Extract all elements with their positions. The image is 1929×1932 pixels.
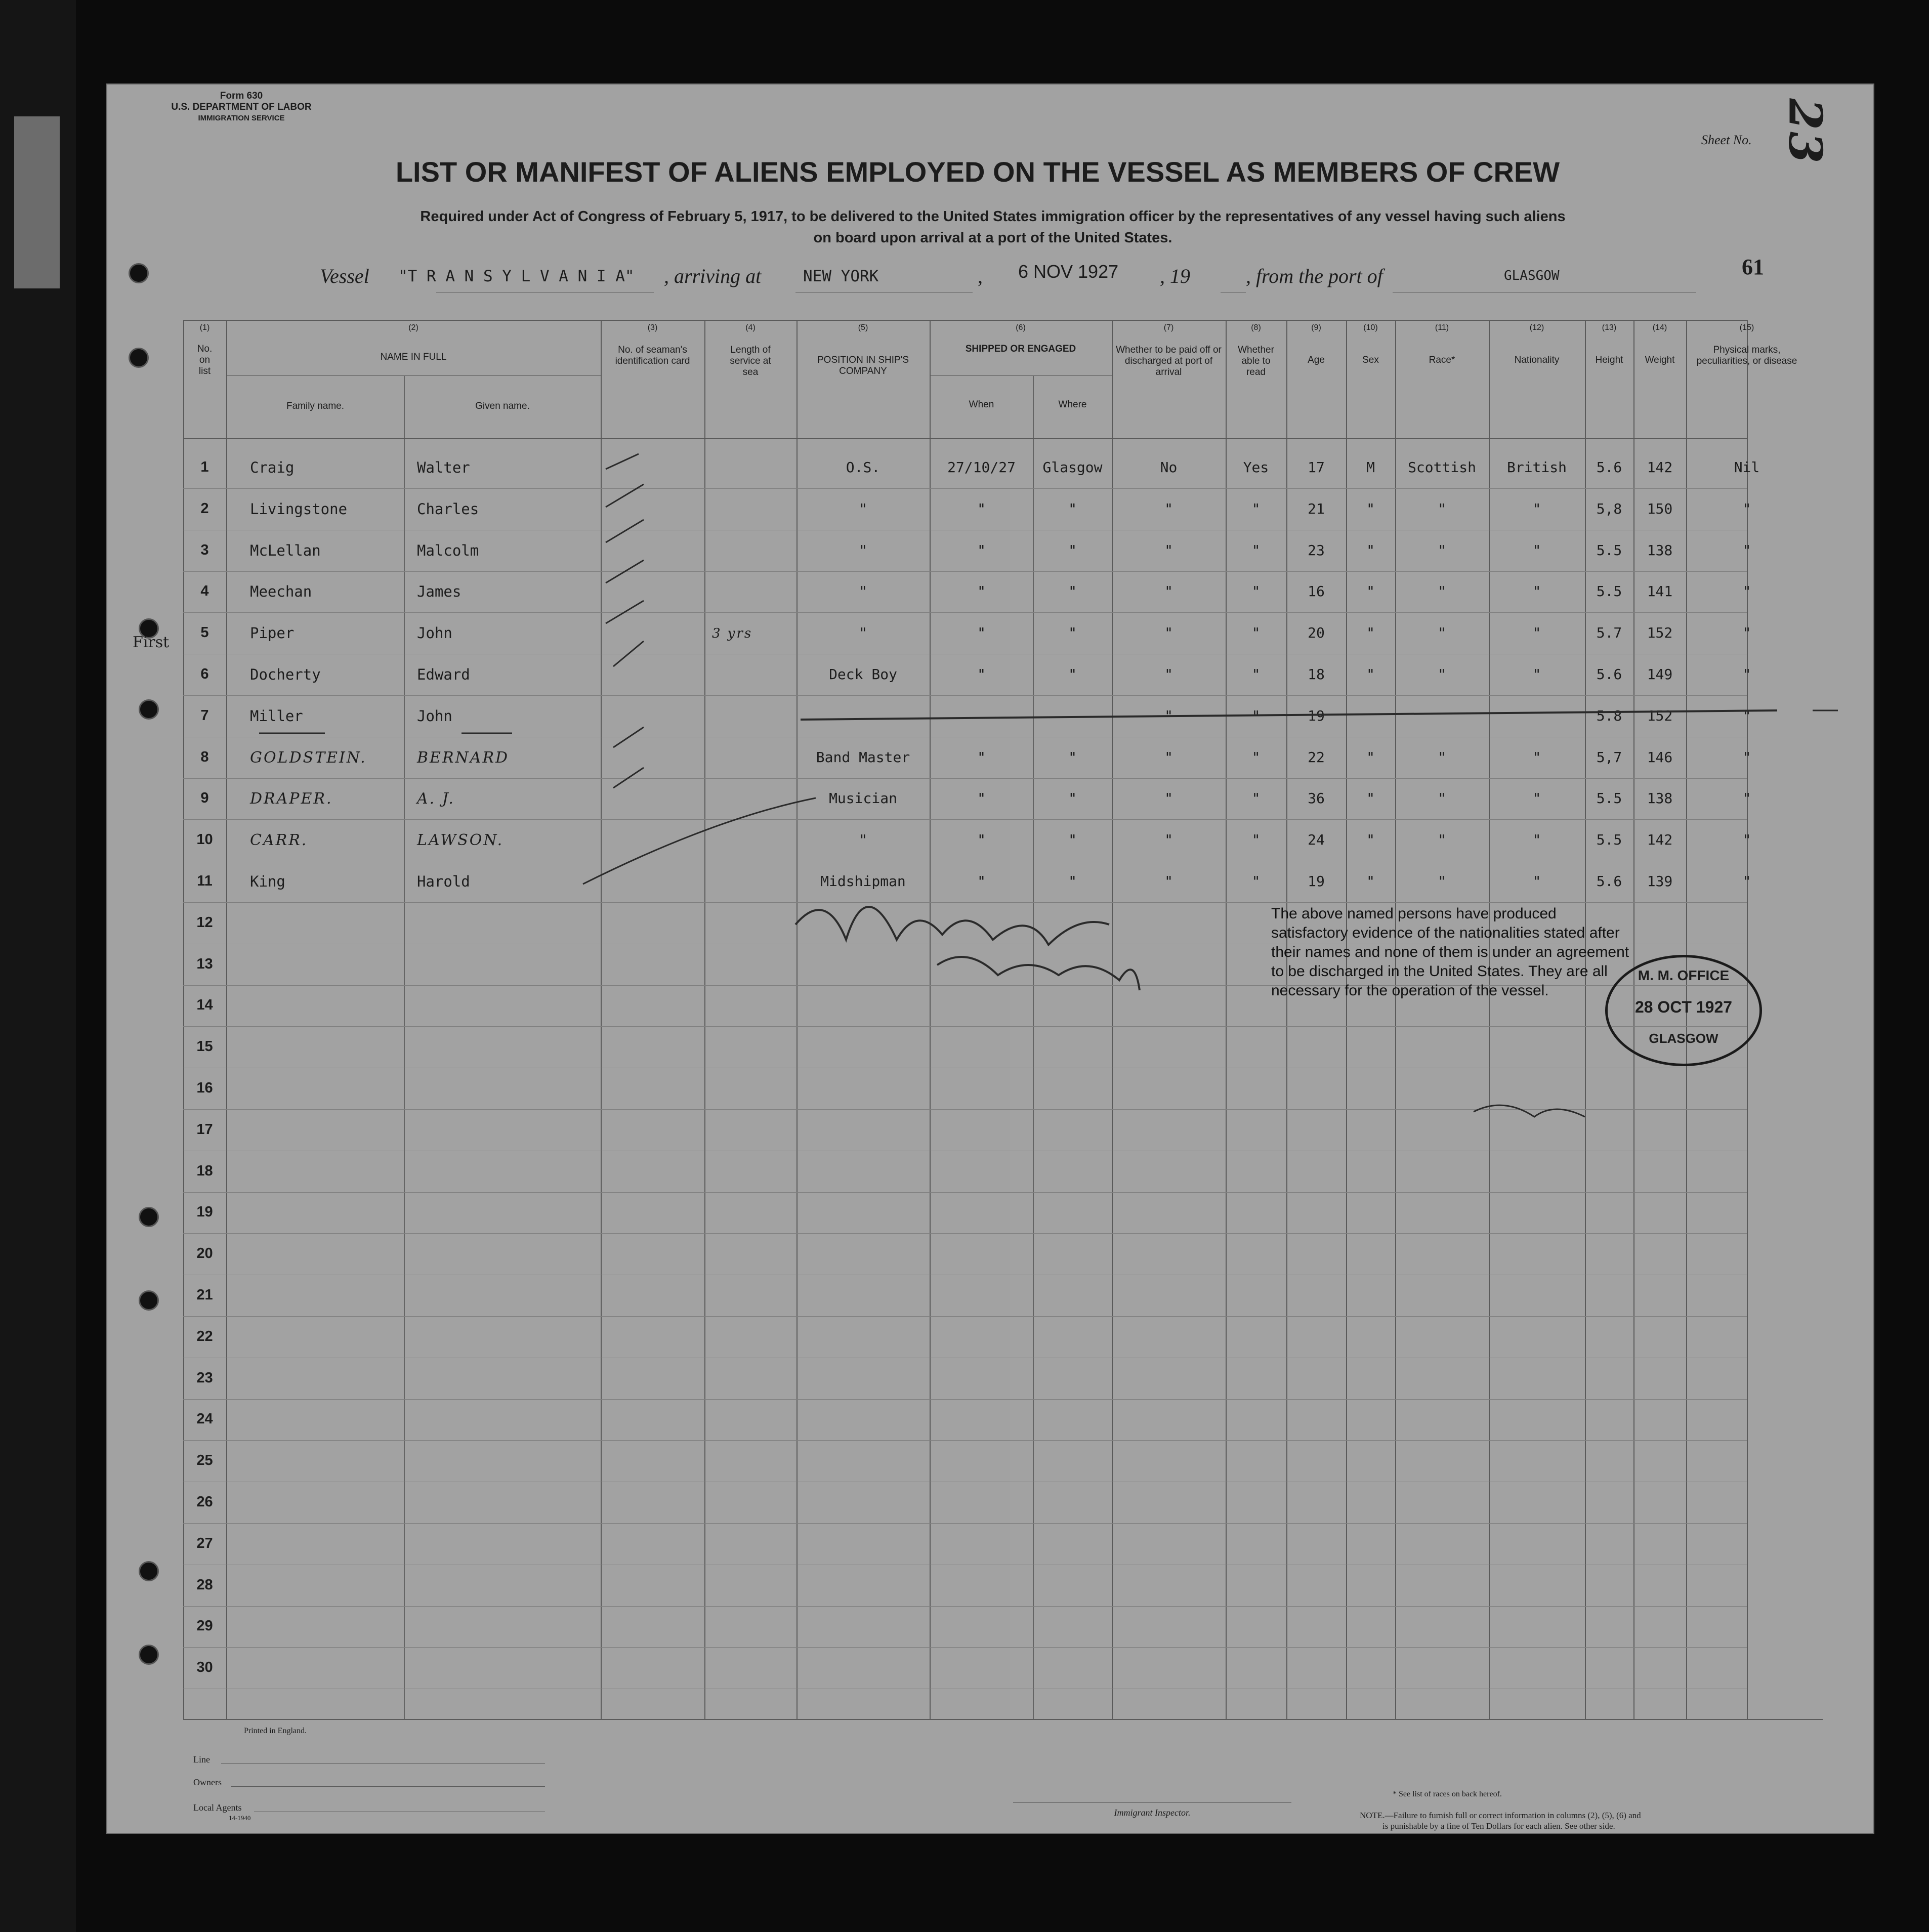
where-header: Where	[1058, 399, 1087, 410]
crew-cell-when: "	[977, 583, 986, 600]
crew-cell-age: 17	[1308, 459, 1325, 476]
col-7-header: (7) Whether to be paid off or discharged at port of arrival	[1116, 323, 1222, 377]
crew-cell-marks: "	[1742, 541, 1751, 559]
crew-cell-nationality: "	[1532, 541, 1541, 559]
sheet-number: 23	[1778, 98, 1832, 165]
crew-cell-marks: "	[1742, 707, 1751, 724]
crew-cell-family: CARR.	[250, 831, 308, 850]
adjacent-page-strip	[14, 116, 60, 288]
crew-cell-read: "	[1251, 624, 1261, 642]
crew-cell-height: 5.5	[1596, 583, 1622, 600]
check-mark	[606, 454, 639, 469]
col-15-header: (15) Physical marks, peculiarities, or disease	[1696, 323, 1797, 366]
stamp-date: 28 OCT 1927	[1634, 998, 1733, 1016]
crew-cell-where: "	[1068, 624, 1077, 642]
row-number: 29	[196, 1618, 213, 1634]
races-note: * See list of races on back hereof.	[1393, 1790, 1502, 1798]
crew-cell-age: 19	[1308, 707, 1325, 724]
crew-cell-sex: "	[1366, 666, 1375, 683]
crew-cell-given: Edward	[417, 666, 470, 683]
check-mark	[606, 520, 644, 542]
crew-cell-paid-off: "	[1164, 831, 1173, 849]
row-number: 19	[196, 1204, 213, 1221]
crew-cell-sex: "	[1366, 831, 1375, 849]
crew-cell-position: "	[859, 583, 867, 600]
arrival-port: NEW YORK	[803, 267, 879, 285]
crew-cell-no: 8	[200, 748, 209, 765]
crew-cell-read: "	[1251, 748, 1261, 766]
row-number: 20	[196, 1245, 213, 1262]
crew-cell-weight: 138	[1647, 790, 1673, 807]
department-name: U.S. DEPARTMENT OF LABOR	[171, 102, 312, 112]
col-14-header: (14) Weight	[1645, 323, 1675, 365]
crew-cell-nationality: "	[1532, 790, 1541, 807]
col-4-header: (4) Length of service at sea	[730, 323, 771, 377]
check-mark	[613, 727, 644, 747]
crew-cell-family: Livingstone	[250, 500, 348, 518]
col-13-header: (13) Height	[1595, 323, 1623, 365]
crew-cell-nationality: "	[1532, 624, 1541, 642]
crew-cell-no: 1	[200, 459, 209, 475]
crew-cell-marks: "	[1742, 748, 1751, 766]
crew-cell-given: Malcolm	[417, 541, 479, 559]
signature-line-2	[937, 957, 1140, 990]
line-label: Line	[193, 1754, 210, 1765]
crew-cell-family: Docherty	[250, 666, 321, 683]
vessel-label: Vessel	[320, 265, 369, 287]
form-code: 14-1940	[229, 1814, 251, 1822]
crew-cell-age: 19	[1308, 873, 1325, 890]
crew-cell-race: "	[1438, 831, 1446, 849]
crew-cell-age: 24	[1308, 831, 1325, 849]
crew-cell-when: "	[977, 500, 986, 517]
crew-cell-where: Glasgow	[1042, 459, 1103, 476]
crew-cell-race: "	[1438, 583, 1446, 600]
crew-cell-marks: "	[1742, 624, 1751, 642]
when-header: When	[969, 399, 994, 410]
crew-cell-marks: "	[1742, 873, 1751, 890]
crew-cell-nationality: "	[1532, 831, 1541, 849]
crew-cell-height: 5.6	[1596, 666, 1622, 683]
crew-cell-sex: "	[1366, 873, 1375, 890]
crew-cell-marks: "	[1742, 500, 1751, 517]
crew-cell-paid-off: "	[1164, 500, 1173, 517]
row-number: 25	[196, 1452, 213, 1469]
crew-cell-paid-off: "	[1164, 583, 1173, 600]
row-number: 21	[196, 1287, 213, 1303]
crew-cell-height: 5.6	[1596, 459, 1622, 476]
crew-cell-no: 11	[197, 873, 213, 889]
crew-cell-age: 16	[1308, 583, 1325, 600]
crew-cell-age: 18	[1308, 666, 1325, 683]
subtitle-line-2: on board upon arrival at a port of the United States.	[813, 230, 1172, 246]
crew-cell-sex: "	[1366, 500, 1375, 517]
crew-cell-age: 36	[1308, 790, 1325, 807]
crew-cell-height: 5.5	[1596, 541, 1622, 559]
crew-cell-when: "	[977, 831, 986, 849]
crew-cell-paid-off: "	[1164, 624, 1173, 642]
crew-cell-paid-off: "	[1164, 541, 1173, 559]
crew-cell-age: 23	[1308, 541, 1325, 559]
check-mark	[613, 768, 644, 788]
departure-port: GLASGOW	[1504, 268, 1560, 283]
crew-cell-given: Charles	[417, 500, 479, 518]
crew-cell-weight: 150	[1647, 500, 1673, 517]
crew-cell-family: Miller	[250, 707, 303, 725]
crew-cell-paid-off: "	[1164, 666, 1173, 683]
crew-cell-race: "	[1438, 666, 1446, 683]
strike-line	[801, 710, 1777, 720]
col-1-header: (1) No. on list	[197, 323, 213, 376]
margin-note: First	[133, 634, 170, 651]
col-11-header: (11) Race*	[1429, 323, 1455, 365]
crew-cell-where: "	[1068, 583, 1077, 600]
crew-cell-where: "	[1068, 666, 1077, 683]
crew-cell-sex: "	[1366, 624, 1375, 642]
crew-cell-paid-off: "	[1164, 873, 1173, 890]
mm-office-stamp	[1605, 955, 1762, 1066]
crew-cell-no: 5	[200, 624, 209, 641]
crew-cell-given: James	[417, 583, 462, 601]
crew-cell-marks: "	[1742, 666, 1751, 683]
crew-cell-where: "	[1068, 873, 1077, 890]
crew-cell-given: John	[417, 707, 452, 725]
crew-cell-family: DRAPER.	[250, 790, 333, 808]
crew-cell-race: Scottish	[1408, 459, 1476, 476]
penalty-note	[1360, 1810, 1815, 1831]
sheet-label: Sheet No.	[1701, 133, 1752, 147]
form-number: Form 630	[220, 91, 263, 101]
scan-edge	[0, 0, 76, 1932]
crew-cell-when: 27/10/27	[947, 459, 1016, 476]
row-number: 26	[196, 1494, 213, 1510]
crew-cell-read: Yes	[1243, 459, 1269, 476]
page-title: LIST OR MANIFEST OF ALIENS EMPLOYED ON THE VESSEL AS MEMBERS OF CREW	[395, 156, 1560, 188]
crew-cell-when: "	[977, 541, 986, 559]
crew-cell-family: McLellan	[250, 541, 321, 559]
crew-cell-given: BERNARD	[417, 748, 510, 767]
row-number: 14	[196, 997, 213, 1014]
col-2-header: (2) NAME IN FULL	[380, 323, 447, 362]
crew-cell-family: King	[250, 873, 285, 890]
crew-cell-when: "	[977, 748, 986, 766]
col-12-header: (12) Nationality	[1514, 323, 1560, 365]
crew-cell-paid-off: "	[1164, 790, 1173, 807]
crew-cell-read: "	[1251, 666, 1261, 683]
crew-cell-position: "	[859, 541, 867, 559]
family-name-header: Family name.	[286, 401, 345, 411]
crew-cell-weight: 139	[1647, 873, 1673, 890]
crew-cell-weight: 152	[1647, 707, 1673, 724]
col-6-header: (6) SHIPPED OR ENGAGED	[965, 323, 1076, 354]
col-8-header: (8) Whether able to read	[1238, 323, 1274, 377]
row-number: 27	[196, 1535, 213, 1551]
stamp-top: M. M. OFFICE	[1638, 968, 1730, 983]
crew-cell-marks: "	[1742, 583, 1751, 600]
crew-cell-family: Craig	[250, 459, 295, 476]
sweep-stroke	[583, 798, 816, 884]
crew-cell-height: 5,7	[1596, 748, 1622, 766]
row-number: 18	[196, 1162, 213, 1179]
crew-cell-weight: 142	[1647, 831, 1673, 849]
crew-cell-height: 5.8	[1596, 707, 1622, 724]
crew-cell-marks: "	[1742, 831, 1751, 849]
crew-cell-where: "	[1068, 500, 1077, 517]
row-number: 24	[196, 1411, 213, 1427]
row-number: 28	[196, 1576, 213, 1593]
crew-cell-no: 3	[200, 541, 209, 558]
vessel-name: "T R A N S Y L V A N I A"	[398, 267, 635, 285]
crew-cell-nationality: "	[1532, 748, 1541, 766]
row-number: 16	[196, 1080, 213, 1096]
certification-text: The above named persons have produced satisfactory evidence of the nationalities stated after their names and none of them is under an agreement to be discharged in the United States. They are all necessary for the operation of the vessel.	[1271, 905, 1629, 999]
crew-cell-position: Musician	[829, 790, 897, 807]
given-name-header: Given name.	[475, 401, 530, 411]
crew-cell-given: LAWSON.	[417, 831, 504, 850]
crew-cell-when: "	[977, 790, 986, 807]
check-mark	[606, 484, 644, 507]
col-9-header: (9) Age	[1308, 323, 1325, 365]
check-mark	[606, 601, 644, 623]
crew-cell-read: "	[1251, 707, 1261, 724]
crew-cell-read: "	[1251, 500, 1261, 517]
crew-cell-where: "	[1068, 831, 1077, 849]
crew-cell-sex: "	[1366, 748, 1375, 766]
crew-cell-where: "	[1068, 541, 1077, 559]
crew-cell-paid-off: "	[1164, 748, 1173, 766]
arriving-label: , arriving at	[664, 265, 762, 287]
crew-cell-when: "	[977, 666, 986, 683]
signature	[795, 907, 1109, 945]
from-label: , from the port of	[1246, 265, 1383, 287]
col-10-header: (10) Sex	[1362, 323, 1379, 365]
arrival-date-stamp: 6 NOV 1927	[1018, 261, 1119, 282]
crew-cell-sex: "	[1366, 790, 1375, 807]
crew-cell-read: "	[1251, 790, 1261, 807]
crew-cell-race: "	[1438, 790, 1446, 807]
crew-cell-weight: 149	[1647, 666, 1673, 683]
crew-cell-position: Midshipman	[820, 873, 906, 890]
year-label: , 19	[1160, 265, 1190, 287]
crew-cell-no: 10	[196, 831, 213, 848]
stamp-number: 61	[1742, 255, 1764, 279]
crew-cell-weight: 142	[1647, 459, 1673, 476]
row-number: 12	[196, 914, 213, 931]
crew-cell-read: "	[1251, 831, 1261, 849]
subtitle-line-1: Required under Act of Congress of February 5, 1917, to be delivered to the United States immigration officer by the representatives of any vessel having such aliens	[420, 208, 1566, 225]
crew-cell-family: Piper	[250, 624, 295, 642]
comma: ,	[978, 265, 983, 287]
crew-cell-position: Band Master	[816, 748, 910, 766]
crew-cell-family: GOLDSTEIN.	[250, 748, 367, 767]
crew-cell-nationality: "	[1532, 666, 1541, 683]
crew-cell-race: "	[1438, 541, 1446, 559]
crew-cell-marks: Nil	[1734, 459, 1760, 476]
crew-cell-sex: "	[1366, 541, 1375, 559]
crew-cell-paid-off: No	[1160, 459, 1178, 476]
crew-cell-nationality: "	[1532, 583, 1541, 600]
crew-cell-race: "	[1438, 624, 1446, 642]
crew-cell-sex: M	[1366, 459, 1375, 476]
crew-cell-no: 7	[200, 707, 209, 724]
crew-cell-no: 4	[200, 583, 209, 600]
crew-cell-height: 5.7	[1596, 624, 1622, 642]
penalty-note-line-2: is punishable by a fine of Ten Dollars for each alien. See other side.	[1382, 1821, 1615, 1831]
crew-cell-no: 6	[200, 666, 209, 682]
crew-cell-when: "	[977, 873, 986, 890]
stamp-bottom: GLASGOW	[1649, 1031, 1718, 1046]
crew-cell-given: A. J.	[417, 790, 455, 808]
crew-cell-nationality: British	[1506, 459, 1567, 476]
crew-cell-weight: 141	[1647, 583, 1673, 600]
crew-cell-weight: 152	[1647, 624, 1673, 642]
printed-note: Printed in England.	[244, 1727, 307, 1735]
crew-cell-height: 5,8	[1596, 500, 1622, 517]
crew-cell-nationality: "	[1532, 873, 1541, 890]
crew-cell-race: "	[1438, 500, 1446, 517]
crew-cell-no: 2	[200, 500, 209, 517]
crew-cell-position: O.S.	[846, 459, 880, 476]
row-number: 23	[196, 1369, 213, 1386]
col-3-header: (3) No. of seaman's identification card	[615, 323, 690, 366]
crew-cell-read: "	[1251, 541, 1261, 559]
crew-cell-sex: "	[1366, 583, 1375, 600]
check-mark	[606, 560, 644, 583]
crew-cell-position: Deck Boy	[829, 666, 897, 683]
crew-cell-position: "	[859, 500, 867, 517]
inspector-label: Immigrant Inspector.	[1114, 1808, 1191, 1818]
row-number: 17	[196, 1121, 213, 1138]
service-note: 3 yrs	[712, 626, 753, 641]
crew-cell-weight: 138	[1647, 541, 1673, 559]
crew-cell-given: John	[417, 624, 452, 642]
crew-cell-age: 21	[1308, 500, 1325, 517]
crew-cell-height: 5.6	[1596, 873, 1622, 890]
crew-cell-height: 5.5	[1596, 790, 1622, 807]
check-mark	[613, 641, 644, 666]
crew-cell-age: 20	[1308, 624, 1325, 642]
penalty-note-line-1: NOTE.—Failure to furnish full or correct information in columns (2), (5), (6) and	[1360, 1811, 1641, 1820]
crew-cell-age: 22	[1308, 748, 1325, 766]
initials	[1474, 1105, 1585, 1117]
row-number: 13	[196, 955, 213, 972]
service-name: IMMIGRATION SERVICE	[198, 114, 285, 122]
row-number: 15	[196, 1038, 213, 1055]
agents-label: Local Agents	[193, 1802, 242, 1813]
crew-cell-given: Harold	[417, 873, 470, 890]
crew-cell-read: "	[1251, 873, 1261, 890]
crew-cell-position: "	[859, 831, 867, 849]
row-number: 30	[196, 1659, 213, 1676]
col-5-header: (5) POSITION IN SHIP'S COMPANY	[817, 323, 909, 376]
crew-cell-read: "	[1251, 583, 1261, 600]
crew-cell-no: 9	[200, 790, 209, 807]
crew-cell-paid-off: "	[1164, 707, 1173, 724]
crew-cell-given: Walter	[417, 459, 470, 476]
crew-cell-race: "	[1438, 873, 1446, 890]
crew-cell-position: "	[859, 624, 867, 642]
crew-cell-height: 5.5	[1596, 831, 1622, 849]
crew-cell-when: "	[977, 624, 986, 642]
owners-label: Owners	[193, 1777, 222, 1787]
crew-cell-family: Meechan	[250, 583, 312, 601]
crew-cell-marks: "	[1742, 790, 1751, 807]
crew-cell-where: "	[1068, 748, 1077, 766]
row-number: 22	[196, 1328, 213, 1345]
manifest-sheet	[106, 83, 1874, 1834]
crew-cell-nationality: "	[1532, 500, 1541, 517]
crew-cell-weight: 146	[1647, 748, 1673, 766]
crew-cell-race: "	[1438, 748, 1446, 766]
crew-cell-where: "	[1068, 790, 1077, 807]
